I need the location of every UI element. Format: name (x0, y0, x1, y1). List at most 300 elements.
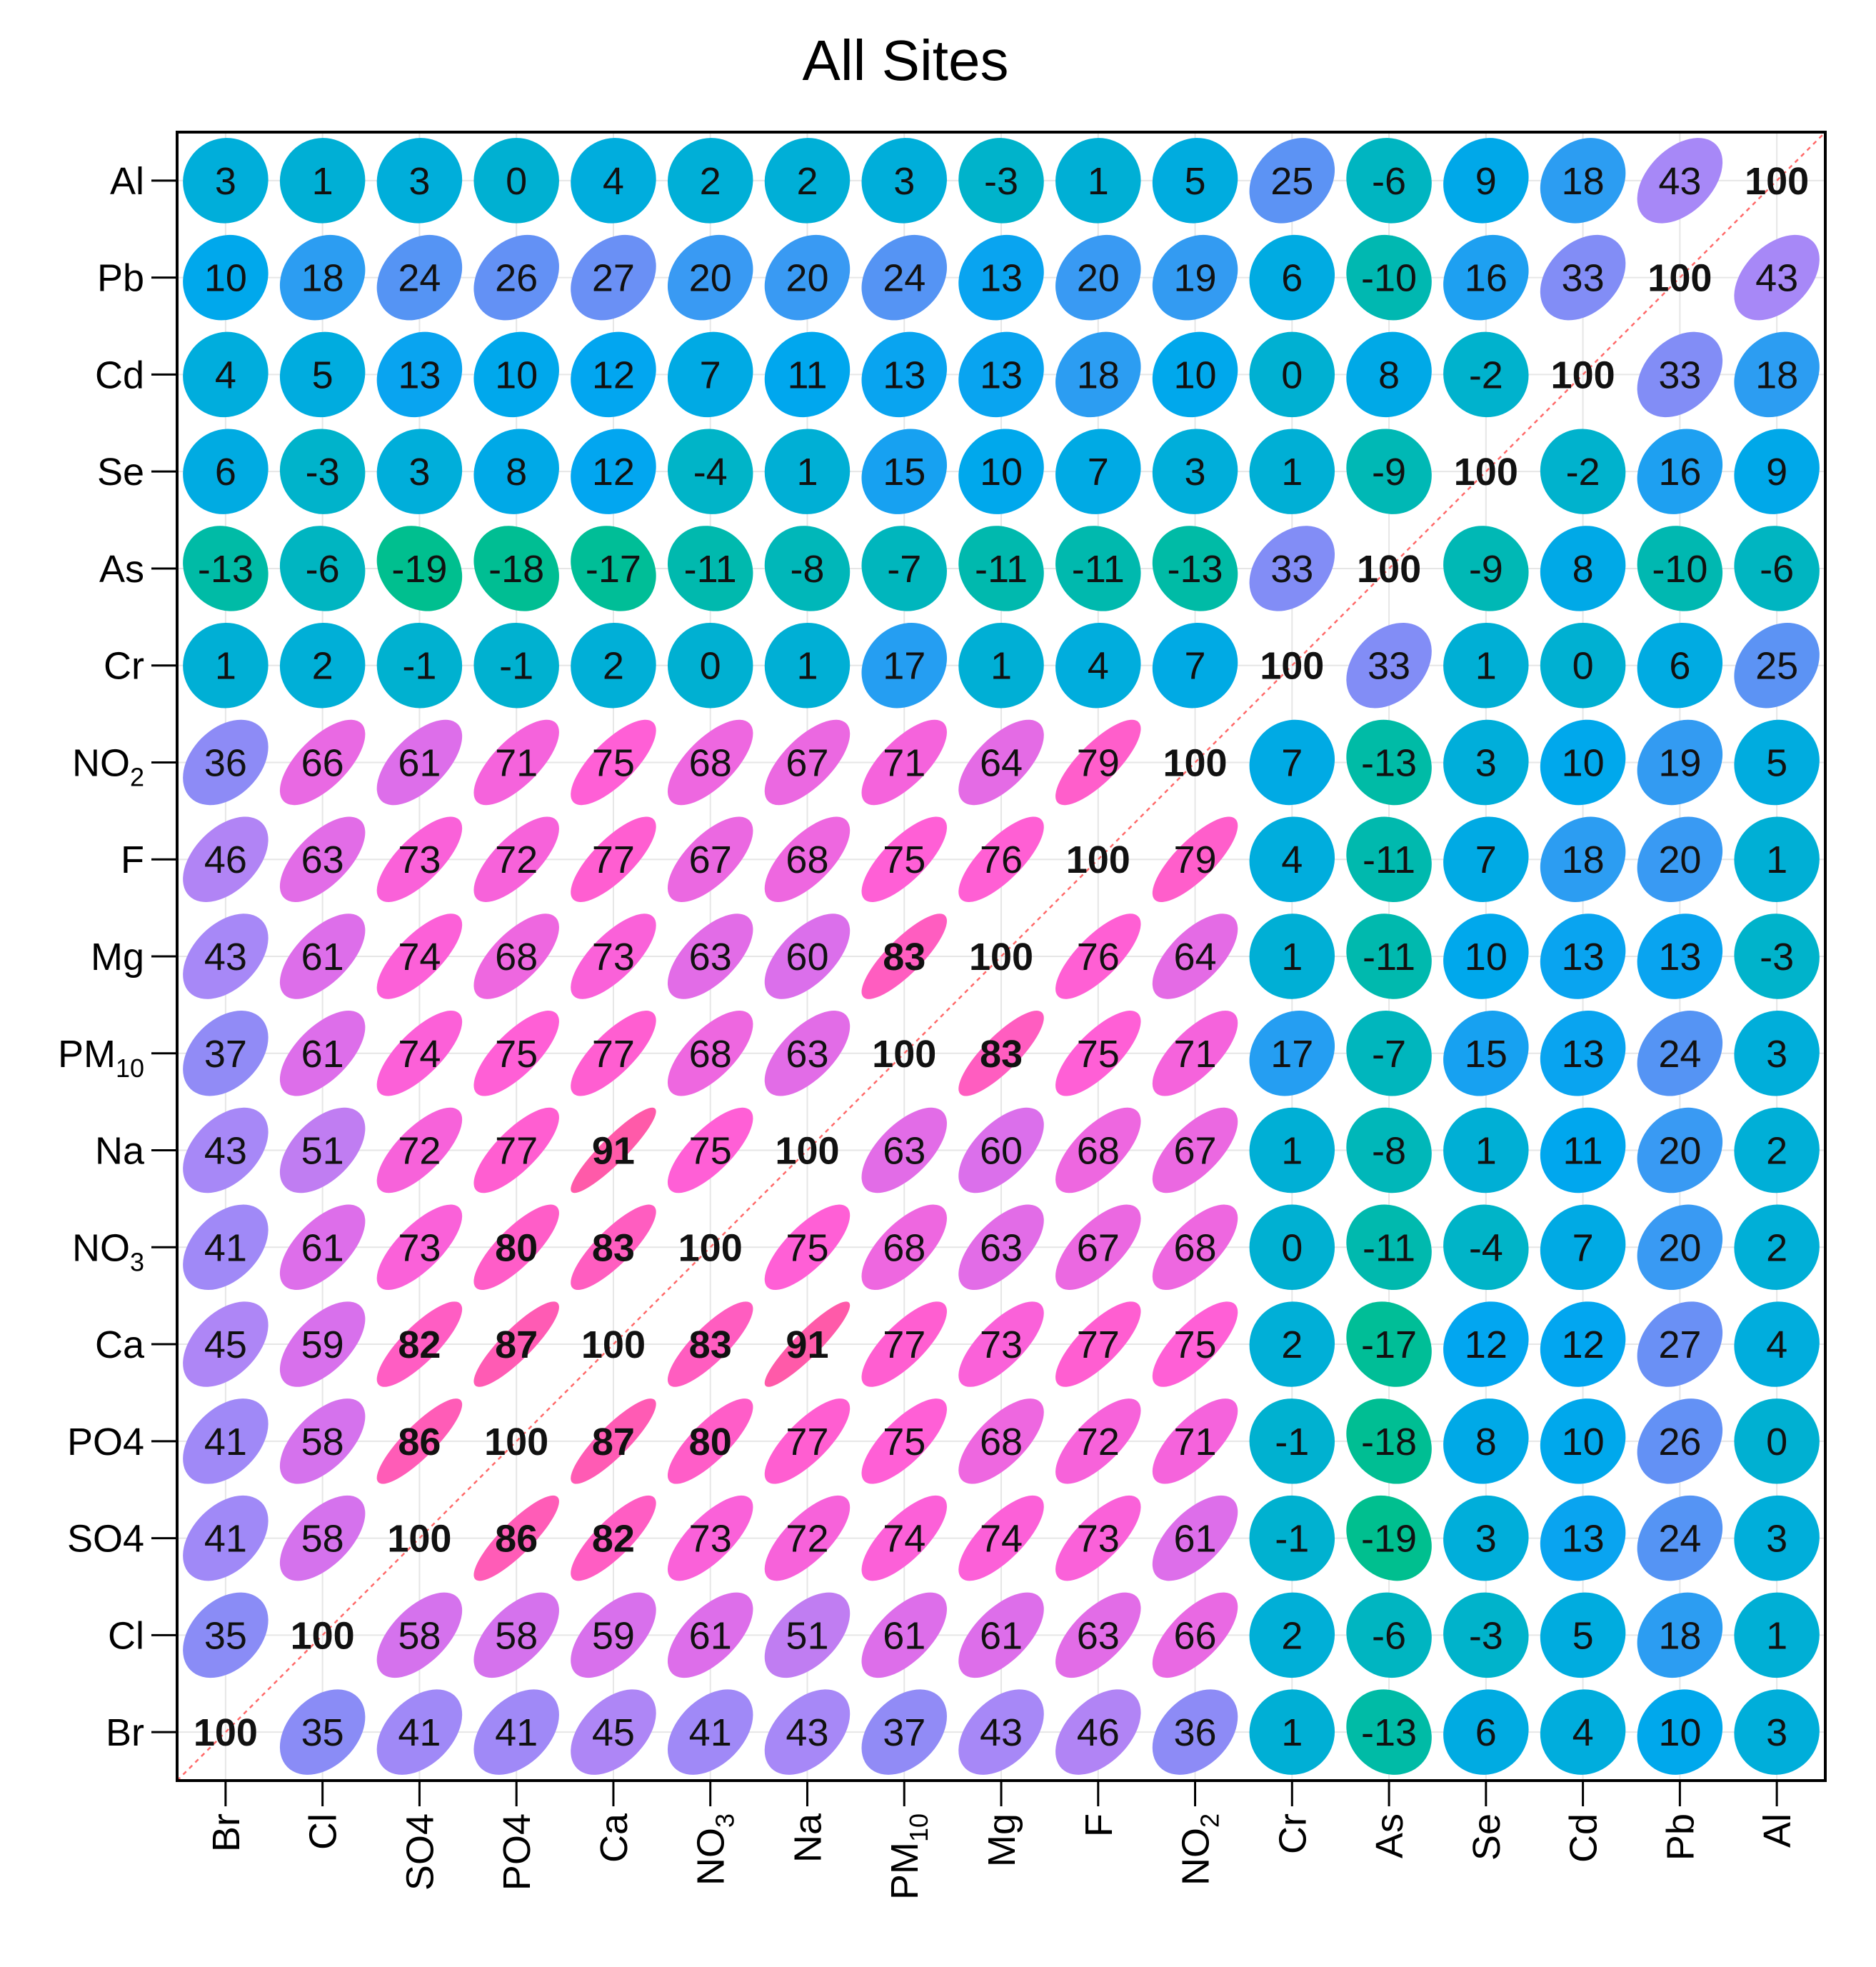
x-tick-label: Cd (1562, 1813, 1605, 1863)
cell-value-label: 2 (1766, 1129, 1788, 1173)
cell-value-label: 10 (1173, 354, 1217, 397)
cell-value-label: 33 (1561, 256, 1605, 300)
cell-value-label: -17 (585, 547, 641, 591)
cell-value-label: 15 (883, 451, 926, 494)
cell-value-label: 0 (1766, 1420, 1788, 1463)
cell-value-label: 20 (1658, 1129, 1702, 1173)
cell-value-label: 1 (311, 159, 333, 203)
cell-value-label: -1 (499, 644, 534, 688)
x-tick-label: F (1077, 1813, 1120, 1837)
cell-value-label: 58 (301, 1420, 344, 1463)
cell-value-label: -18 (1361, 1420, 1418, 1463)
cell-value-label: 71 (883, 741, 926, 785)
cell-value-label: 75 (883, 1420, 926, 1463)
cell-value-label: 61 (979, 1614, 1023, 1658)
cell-value-label: 75 (591, 741, 635, 785)
cell-value-label: 7 (1184, 644, 1206, 688)
cell-value-label: 17 (883, 644, 926, 688)
cell-value-label: 100 (1260, 644, 1325, 688)
cell-value-label: 6 (1281, 256, 1303, 300)
cell-value-label: 33 (1270, 547, 1314, 591)
cell-value-label: 100 (968, 936, 1034, 979)
cell-value-label: 36 (1173, 1711, 1217, 1755)
cell-value-label: 83 (688, 1323, 732, 1367)
cell-value-label: 82 (398, 1323, 441, 1367)
cell-value-label: 20 (786, 256, 829, 300)
cell-value-label: 83 (979, 1032, 1023, 1076)
cell-value-label: 37 (204, 1032, 247, 1076)
y-axis (58, 160, 177, 1754)
cell-value-label: -11 (1363, 839, 1416, 882)
cell-value-label: 2 (1281, 1614, 1303, 1658)
cell-value-label: 61 (1173, 1517, 1217, 1561)
y-tick-label: Se (96, 451, 144, 494)
chart-title: All Sites (802, 29, 1009, 92)
cell-value-label: 71 (495, 741, 538, 785)
cell-value-label: 58 (398, 1614, 441, 1658)
y-tick-label: Ca (94, 1323, 144, 1367)
cell-value-label: 0 (506, 159, 528, 203)
cell-value-label: 1 (796, 644, 818, 688)
cell-value-label: 77 (1076, 1323, 1120, 1367)
cell-value-label: 68 (1076, 1129, 1120, 1173)
cell-value-label: 43 (1658, 159, 1702, 203)
cell-value-label: 1 (1475, 644, 1497, 688)
cell-value-label: 18 (1561, 839, 1605, 882)
cell-value-label: 51 (301, 1129, 344, 1173)
cell-value-label: -13 (1361, 741, 1418, 785)
cell-value-label: 7 (699, 354, 721, 397)
x-tick-label: $PM_{10}$ (883, 1813, 934, 1901)
cell-value-label: 25 (1755, 644, 1799, 688)
cell-value-label: 8 (1475, 1420, 1497, 1463)
y-tick-label: Cr (104, 644, 144, 688)
cell-value-label: 25 (1270, 159, 1314, 203)
cell-value-label: -3 (983, 159, 1019, 203)
cell-value-label: 67 (786, 741, 829, 785)
cell-value-label: 10 (1464, 936, 1508, 979)
cell-value-label: 66 (301, 741, 344, 785)
cell-value-label: 43 (786, 1711, 829, 1755)
cell-value-label: 0 (1281, 354, 1303, 397)
cell-value-label: 43 (1755, 256, 1799, 300)
cell-value-label: 4 (1281, 839, 1303, 882)
cell-value-label: -10 (1361, 256, 1418, 300)
y-tick-label: PO4 (66, 1420, 144, 1463)
cell-value-label: 18 (1755, 354, 1799, 397)
cell-value-label: 3 (1184, 451, 1206, 494)
cell-value-label: 68 (786, 839, 829, 882)
cell-value-label: 4 (602, 159, 624, 203)
cell-value-label: 76 (979, 839, 1023, 882)
cell-value-label: 76 (1076, 936, 1120, 979)
x-tick-label: As (1368, 1813, 1412, 1859)
cell-value-label: 13 (1658, 936, 1702, 979)
y-tick-label: Cl (108, 1614, 144, 1658)
cell-value-label: -11 (974, 547, 1028, 591)
cell-value-label: 8 (506, 451, 528, 494)
cell-value-label: 2 (1281, 1323, 1303, 1367)
cell-value-label: -4 (693, 451, 728, 494)
cell-value-label: 41 (204, 1517, 247, 1561)
cell-value-label: 10 (979, 451, 1023, 494)
cell-value-label: 16 (1658, 451, 1702, 494)
cell-value-label: 6 (1475, 1711, 1497, 1755)
cell-value-label: 100 (1357, 547, 1422, 591)
cell-value-label: 27 (591, 256, 635, 300)
cell-value-label: 13 (398, 354, 441, 397)
cell-value-label: -3 (305, 451, 340, 494)
cell-value-label: 13 (1561, 1032, 1605, 1076)
cell-value-label: 75 (1076, 1032, 1120, 1076)
cell-value-label: 1 (1281, 451, 1303, 494)
cell-value-label: -2 (1565, 451, 1600, 494)
cell-value-label: 33 (1658, 354, 1702, 397)
cell-value-label: 71 (1173, 1032, 1217, 1076)
cell-value-label: 100 (1550, 354, 1615, 397)
cell-value-label: 4 (214, 354, 236, 397)
y-tick-label: Cd (94, 354, 144, 397)
cell-value-label: 82 (591, 1517, 635, 1561)
cell-value-label: 13 (883, 354, 926, 397)
cell-value-label: 0 (1281, 1226, 1303, 1270)
cell-value-label: -11 (683, 547, 737, 591)
cell-value-label: 6 (1669, 644, 1691, 688)
cell-value-label: 9 (1475, 159, 1497, 203)
cell-value-label: 19 (1173, 256, 1217, 300)
cell-value-label: 100 (1745, 159, 1810, 203)
cell-value-label: 79 (1173, 839, 1217, 882)
cell-value-label: 1 (1281, 936, 1303, 979)
cell-value-label: 43 (204, 1129, 247, 1173)
cell-value-label: 3 (1475, 1517, 1497, 1561)
cell-value-label: -6 (305, 547, 340, 591)
cell-value-label: -11 (1363, 1226, 1416, 1270)
cell-value-label: 15 (1464, 1032, 1508, 1076)
cell-value-label: 59 (301, 1323, 344, 1367)
y-tick-label: Mg (90, 936, 144, 979)
x-tick-label: Ca (592, 1813, 636, 1863)
cell-value-label: 100 (387, 1517, 452, 1561)
cell-value-label: 45 (204, 1323, 247, 1367)
cell-value-label: 37 (883, 1711, 926, 1755)
cell-value-label: 35 (301, 1711, 344, 1755)
y-tick-label: SO4 (66, 1517, 144, 1561)
cell-value-label: 4 (1572, 1711, 1594, 1755)
cell-value-label: 64 (1173, 936, 1217, 979)
cell-value-label: 73 (398, 839, 441, 882)
cell-value-label: 72 (495, 839, 538, 882)
cell-value-label: 1 (796, 451, 818, 494)
cell-value-label: -4 (1468, 1226, 1503, 1270)
cell-value-label: -17 (1361, 1323, 1418, 1367)
cell-value-label: 63 (883, 1129, 926, 1173)
cell-value-label: 45 (591, 1711, 635, 1755)
cell-value-label: -3 (1468, 1614, 1503, 1658)
cell-value-label: 41 (495, 1711, 538, 1755)
cell-value-label: 10 (204, 256, 247, 300)
cell-value-label: 100 (484, 1420, 549, 1463)
x-tick-label: $NO_2$ (1174, 1813, 1225, 1886)
cell-value-label: 100 (1647, 256, 1712, 300)
cell-value-label: 1 (1766, 1614, 1788, 1658)
cell-value-label: 35 (204, 1614, 247, 1658)
cell-value-label: -8 (790, 547, 825, 591)
y-tick-label: Al (109, 159, 144, 203)
cell-value-label: 83 (883, 936, 926, 979)
cell-value-label: -13 (1361, 1711, 1418, 1755)
cell-value-label: 2 (602, 644, 624, 688)
cell-value-label: 11 (1563, 1129, 1603, 1173)
cell-value-label: 73 (1076, 1517, 1120, 1561)
cell-value-label: 100 (1453, 451, 1518, 494)
cell-value-label: 75 (883, 839, 926, 882)
cell-value-label: 63 (688, 936, 732, 979)
cell-value-label: 10 (495, 354, 538, 397)
cell-value-label: 26 (495, 256, 538, 300)
cell-value-label: 51 (786, 1614, 829, 1658)
cell-value-label: 3 (1766, 1032, 1788, 1076)
cell-value-label: 3 (1766, 1711, 1788, 1755)
y-tick-label: $PM_{10}$ (57, 1032, 144, 1083)
cell-value-label: -3 (1760, 936, 1795, 979)
cell-value-label: 77 (786, 1420, 829, 1463)
cell-value-label: -6 (1760, 547, 1795, 591)
cell-value-label: 36 (204, 741, 247, 785)
cell-value-label: -7 (1372, 1032, 1407, 1076)
cell-value-label: 20 (688, 256, 732, 300)
cell-value-label: 4 (1766, 1323, 1788, 1367)
cell-value-label: 100 (872, 1032, 937, 1076)
cell-value-label: 77 (591, 839, 635, 882)
cell-value-label: 67 (1076, 1226, 1120, 1270)
cell-value-label: 0 (699, 644, 721, 688)
cell-value-label: 17 (1270, 1032, 1314, 1076)
cell-value-label: 6 (214, 451, 236, 494)
y-tick-label: F (121, 839, 144, 882)
cell-value-label: 79 (1076, 741, 1120, 785)
cell-value-label: 3 (1766, 1517, 1788, 1561)
cell-value-label: 2 (1766, 1226, 1788, 1270)
cell-value-label: 75 (688, 1129, 732, 1173)
cell-value-label: 72 (398, 1129, 441, 1173)
cell-value-label: -6 (1372, 159, 1407, 203)
cell-value-label: -19 (1361, 1517, 1418, 1561)
cell-value-label: 100 (1065, 839, 1130, 882)
cell-value-label: 13 (979, 354, 1023, 397)
cell-value-label: 80 (688, 1420, 732, 1463)
cell-value-label: 63 (979, 1226, 1023, 1270)
cell-value-label: 9 (1766, 451, 1788, 494)
y-tick-label: Br (106, 1711, 144, 1755)
cell-value-label: 18 (1076, 354, 1120, 397)
cell-value-label: -19 (391, 547, 448, 591)
cell-value-label: 73 (398, 1226, 441, 1270)
cell-value-label: 5 (1572, 1614, 1594, 1658)
cell-value-label: -10 (1652, 547, 1708, 591)
cell-value-label: 58 (495, 1614, 538, 1658)
cell-value-label: 58 (301, 1517, 344, 1561)
cell-value-label: 19 (1658, 741, 1702, 785)
cell-value-label: 73 (688, 1517, 732, 1561)
x-tick-label: PO4 (496, 1813, 539, 1891)
cell-value-label: 16 (1464, 256, 1508, 300)
cell-value-label: 63 (786, 1032, 829, 1076)
cell-value-label: 75 (495, 1032, 538, 1076)
cell-value-label: 10 (1561, 741, 1605, 785)
cell-value-label: 24 (398, 256, 441, 300)
cell-value-label: 87 (591, 1420, 635, 1463)
x-tick-label: Na (786, 1813, 830, 1863)
x-tick-label: Mg (980, 1813, 1023, 1868)
cell-value-label: 10 (1561, 1420, 1605, 1463)
y-tick-label: Na (94, 1129, 144, 1173)
cell-value-label: 24 (883, 256, 926, 300)
cell-value-label: 75 (1173, 1323, 1217, 1367)
cell-value-label: 0 (1572, 644, 1594, 688)
cell-value-label: -9 (1468, 547, 1503, 591)
cell-value-label: 63 (301, 839, 344, 882)
cell-value-label: 77 (883, 1323, 926, 1367)
cell-value-label: -9 (1372, 451, 1407, 494)
cell-value-label: 59 (591, 1614, 635, 1658)
cell-value-label: 60 (786, 936, 829, 979)
cell-value-label: 72 (1076, 1420, 1120, 1463)
cell-value-label: 100 (290, 1614, 355, 1658)
cell-value-label: 74 (883, 1517, 926, 1561)
cell-value-label: 3 (408, 451, 431, 494)
y-tick-label: $NO_3$ (71, 1226, 144, 1277)
cell-value-label: 66 (1173, 1614, 1217, 1658)
cell-value-label: 61 (301, 936, 344, 979)
cell-value-label: 100 (775, 1129, 840, 1173)
cell-value-label: 24 (1658, 1517, 1702, 1561)
cell-value-label: 61 (688, 1614, 732, 1658)
cell-value-label: 61 (398, 741, 441, 785)
cell-value-label: 13 (1561, 936, 1605, 979)
cell-value-label: 61 (301, 1032, 344, 1076)
cell-value-label: 2 (699, 159, 721, 203)
cell-value-label: 86 (398, 1420, 441, 1463)
cell-value-label: 74 (398, 936, 441, 979)
cell-value-label: 27 (1658, 1323, 1702, 1367)
cell-value-label: 1 (1087, 159, 1109, 203)
cell-value-label: 20 (1658, 839, 1702, 882)
cell-value-label: 20 (1658, 1226, 1702, 1270)
cell-value-label: 68 (979, 1420, 1023, 1463)
cell-value-label: 8 (1378, 354, 1400, 397)
cell-value-label: 1 (1475, 1129, 1497, 1173)
cell-value-label: 61 (883, 1614, 926, 1658)
cell-value-label: 100 (678, 1226, 743, 1270)
cell-value-label: 67 (1173, 1129, 1217, 1173)
cell-value-label: 8 (1572, 547, 1594, 591)
cell-value-label: 26 (1658, 1420, 1702, 1463)
cell-value-label: 64 (979, 741, 1023, 785)
cell-value-label: 91 (591, 1129, 635, 1173)
x-tick-label: Al (1756, 1813, 1800, 1848)
cell-value-label: 74 (398, 1032, 441, 1076)
cell-value-label: 1 (1766, 839, 1788, 882)
x-tick-label: SO4 (398, 1813, 442, 1891)
cell-value-label: -11 (1363, 936, 1416, 979)
x-tick-label: Cr (1271, 1813, 1315, 1854)
cell-value-label: 13 (1561, 1517, 1605, 1561)
cell-value-label: 7 (1572, 1226, 1594, 1270)
cell-value-label: 2 (796, 159, 818, 203)
cell-value-label: 75 (786, 1226, 829, 1270)
cell-value-label: -11 (1071, 547, 1125, 591)
cell-value-label: 7 (1281, 741, 1303, 785)
cell-value-label: -1 (402, 644, 437, 688)
y-tick-label: Pb (96, 256, 144, 300)
x-axis (205, 1781, 1799, 1900)
cell-value-label: 73 (591, 936, 635, 979)
cell-value-label: 67 (688, 839, 732, 882)
cell-value-label: -6 (1372, 1614, 1407, 1658)
cell-value-label: 63 (1076, 1614, 1120, 1658)
cell-value-label: 68 (883, 1226, 926, 1270)
cell-value-label: 33 (1368, 644, 1411, 688)
cell-value-label: 91 (786, 1323, 829, 1367)
cell-value-label: 18 (1658, 1614, 1702, 1658)
cell-value-label: 80 (495, 1226, 538, 1270)
cell-value-label: 3 (408, 159, 431, 203)
cell-value-label: 74 (979, 1517, 1023, 1561)
cell-value-label: 71 (1173, 1420, 1217, 1463)
cell-value-label: 10 (1658, 1711, 1702, 1755)
x-tick-label: Pb (1659, 1813, 1702, 1861)
cell-value-label: 5 (1766, 741, 1788, 785)
y-tick-label: $NO_2$ (71, 741, 144, 792)
cell-value-label: 7 (1475, 839, 1497, 882)
cell-value-label: 12 (591, 354, 635, 397)
cell-value-label: 77 (495, 1129, 538, 1173)
x-tick-label: $NO_3$ (689, 1813, 740, 1886)
cell-value-label: 68 (688, 1032, 732, 1076)
cell-value-label: 100 (581, 1323, 646, 1367)
cell-value-label: 41 (204, 1420, 247, 1463)
cell-value-label: -1 (1275, 1420, 1310, 1463)
cell-value-label: 11 (787, 354, 828, 397)
cell-value-label: 73 (979, 1323, 1023, 1367)
cell-value-label: 87 (495, 1323, 538, 1367)
cell-value-label: 41 (688, 1711, 732, 1755)
cell-value-label: 3 (893, 159, 916, 203)
cell-value-label: -13 (197, 547, 254, 591)
cell-value-label: 24 (1658, 1032, 1702, 1076)
cell-value-label: 1 (1281, 1711, 1303, 1755)
cell-value-label: 41 (398, 1711, 441, 1755)
cell-value-label: 20 (1076, 256, 1120, 300)
cell-value-label: -7 (887, 547, 922, 591)
cell-value-label: 46 (204, 839, 247, 882)
cell-value-label: 3 (1475, 741, 1497, 785)
cell-value-label: 1 (214, 644, 236, 688)
cell-value-label: 68 (1173, 1226, 1217, 1270)
cell-value-label: 12 (1561, 1323, 1605, 1367)
x-tick-label: Se (1465, 1813, 1508, 1861)
cell-value-label: 68 (495, 936, 538, 979)
cell-value-label: 41 (204, 1226, 247, 1270)
cell-value-label: 12 (591, 451, 635, 494)
cell-value-label: 1 (990, 644, 1013, 688)
cell-value-label: 5 (1184, 159, 1206, 203)
cell-value-label: 43 (979, 1711, 1023, 1755)
cell-value-label: 83 (591, 1226, 635, 1270)
cell-value-label: 61 (301, 1226, 344, 1270)
cell-value-label: 5 (311, 354, 333, 397)
